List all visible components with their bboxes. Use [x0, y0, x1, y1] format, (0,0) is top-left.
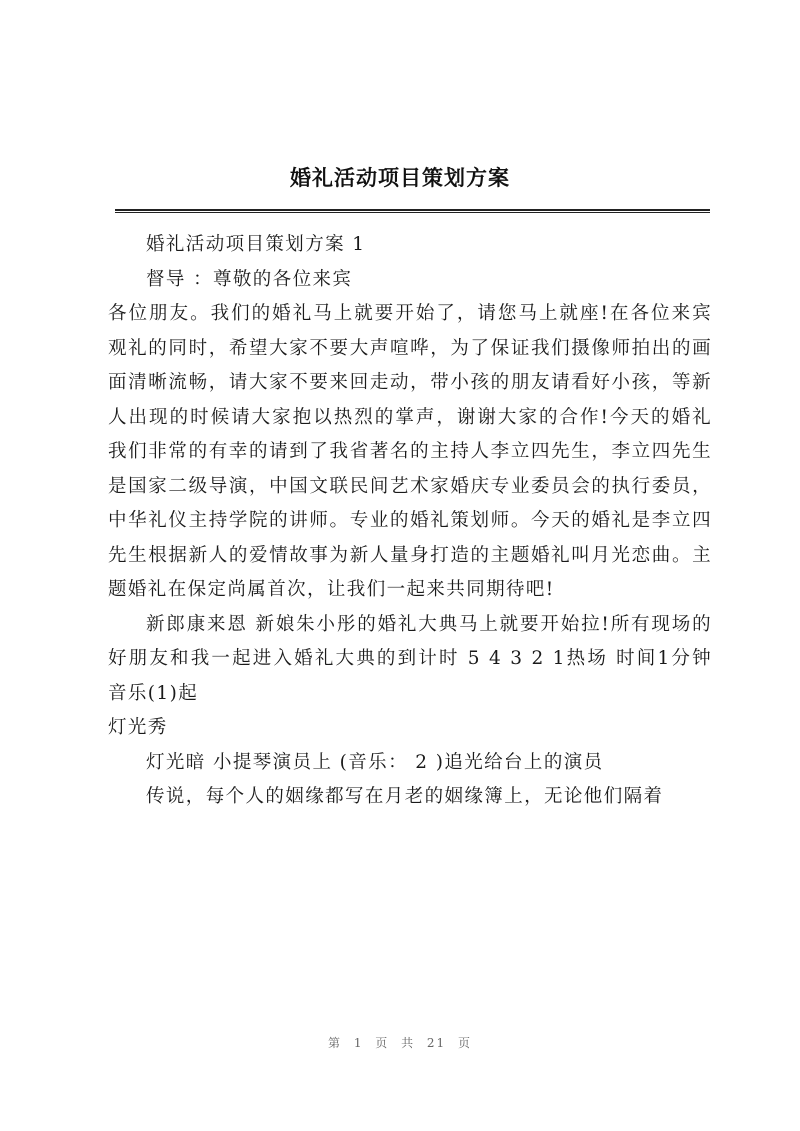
- page-title: 婚礼活动项目策划方案: [290, 166, 510, 190]
- title-divider: [115, 209, 710, 213]
- section-heading: 婚礼活动项目策划方案 1: [146, 234, 366, 255]
- page-footer: 第 1 页 共 21 页: [328, 1036, 472, 1050]
- section-label: 灯光秀: [108, 717, 168, 738]
- greeting-line: 督导 ：尊敬的各位来宾: [146, 268, 353, 290]
- document-body: [108, 228, 712, 815]
- body-paragraph: 灯光暗 小提琴演员上 (音乐： 2 )追光给台上的演员: [146, 751, 604, 773]
- body-paragraph: 传说，每个人的姻缘都写在月老的姻缘簿上，无论他们隔着: [146, 786, 664, 807]
- body-paragraph: 新郎康来恩 新娘朱小彤的婚礼大典马上就要开始拉!所有现场的好朋友和我一起进入婚礼大典的到计时 5 4 3 2 1热场 时间1分钟 音乐(1)起: [108, 613, 712, 704]
- body-paragraph: 各位朋友。我们的婚礼马上就要开始了，请您马上就座!在各位来宾观礼的同时，希望大家不要大声喧哗，为了保证我们摄像师拍出的画面清晰流畅，请大家不要来回走动，带小孩的朋友请看好小孩，等新人出现的时候请大家抱以热烈的掌声，谢谢大家的合作!今天的婚礼我们非常的有幸的请到了我省著名的主持人李立四先生，李立四先生是国家二级导演，中国文联民间艺术家婚庆专业委员会的执行委员，中华礼仪主持学院的讲师。专业的婚礼策划师。今天的婚礼是李立四先生根据新人的爱情故事为新人量身打造的主题婚礼叫月光恋曲。主题婚礼在保定尚属首次，让我们一起来共同期待吧!: [108, 303, 712, 600]
